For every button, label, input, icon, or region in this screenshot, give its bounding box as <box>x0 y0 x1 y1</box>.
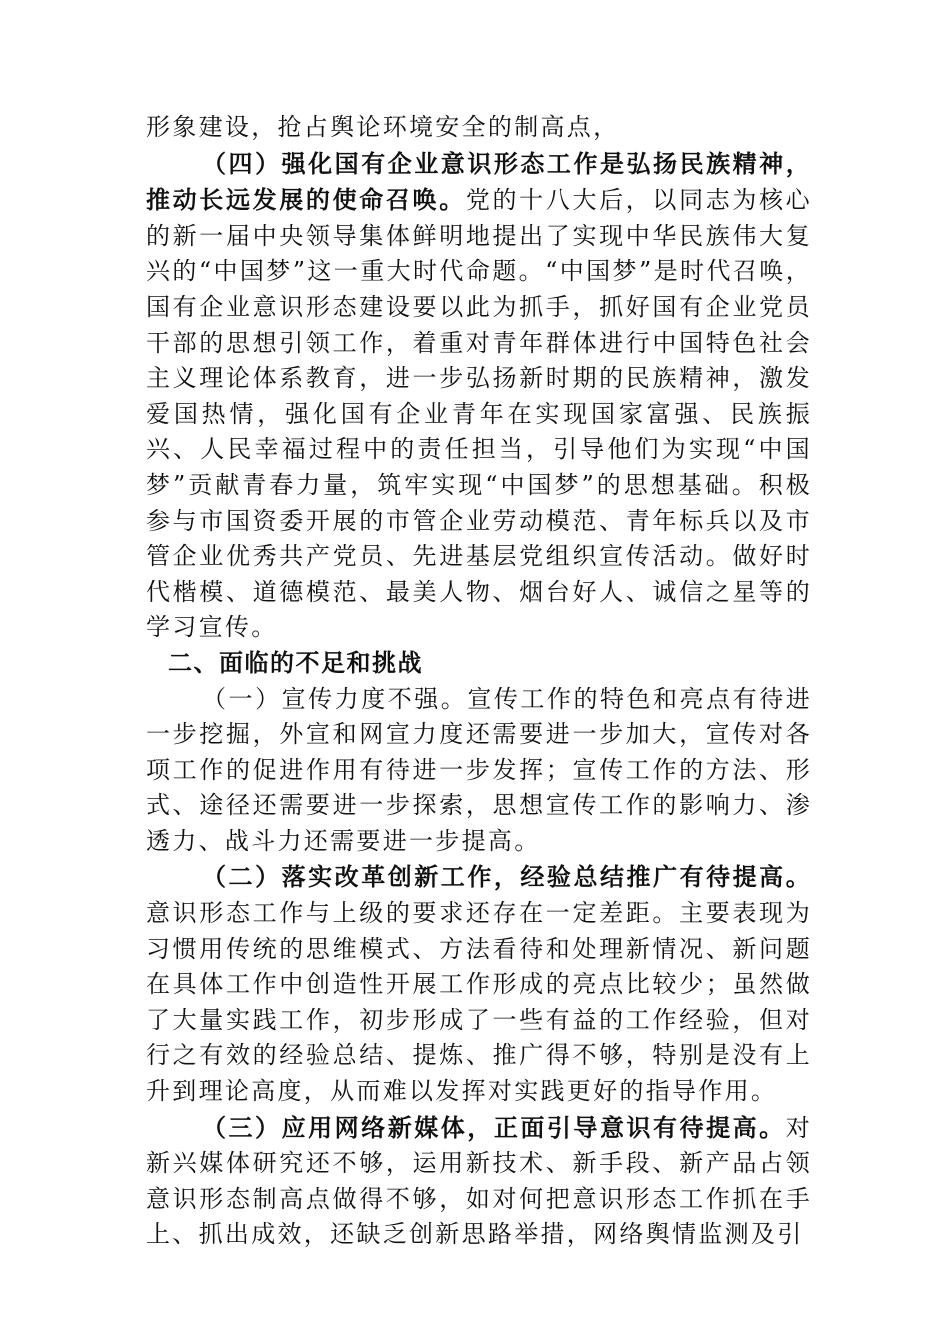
paragraph-lead: （三）应用网络新媒体，正面引导意识有待提高。 <box>202 1112 786 1142</box>
paragraph-item-3 <box>146 1110 812 1253</box>
paragraph-text: 形象建设，抢占舆论环境安全的制高点， <box>146 113 620 141</box>
paragraph-text: 党的十八大后，以同志为核心的新一届中央领导集体鲜明地提出了实现中华民族伟大复兴的“中国梦”这一重大时代命题。“中国梦”是时代召唤，国有企业意识形态建设要以此为抓手，抓好国有企业党员干部的思想引领工作，着重对青年群体进行中国特色社会主义理论体系教育，进一步弘扬新时期的民族精神，激发爱国热情，强化国有企业青年在实现国家富强、民族振兴、人民幸福过程中的责任担当，引导他们为实现“中国梦”贡献青春力量，筑牢实现“中国梦”的思想基础。积极参与市国资委开展的市管企业劳动模范、青年标兵以及市管企业优秀共产党员、先进基层党组织宣传活动。做好时代楷模、道德模范、最美人物、烟台好人、诚信之星等的学习宣传。 <box>146 186 812 642</box>
paragraph-section-4 <box>146 146 812 646</box>
document-body <box>146 110 812 1253</box>
paragraph-continuation <box>146 110 812 146</box>
paragraph-item-2 <box>146 859 812 1109</box>
paragraph-lead: （四）强化国有企业意识形态工作是弘扬民族精神，推动长远发展的使命召唤。 <box>146 148 812 215</box>
section-heading: 二、面临的不足和挑战 <box>168 648 423 677</box>
paragraph-text: 对新兴媒体研究还不够，运用新技术、新手段、新产品占领意识形态制高点做得不够，如对何把意识形态工作抓在手上、抓出成效，还缺乏创新思路举措，网络舆情监测及引 <box>146 1113 812 1249</box>
paragraph-text: （一）宣传力度不强。宣传工作的特色和亮点有待进一步挖掘，外宣和网宣力度还需要进一步加大，宣传对各项工作的促进作用有待进一步发挥；宣传工作的方法、形式、途径还需要进一步探索，思想宣传工作的影响力、渗透力、战斗力还需要进一步提高。 <box>146 684 812 855</box>
paragraph-text: 意识形态工作与上级的要求还存在一定差距。主要表现为习惯用传统的思维模式、方法看待和处理新情况、新问题在具体工作中创造性开展工作形成的亮点比较少；虽然做了大量实践工作，初步形成了一些有益的工作经验，但对行之有效的经验总结、提炼、推广得不够，特别是没有上升到理论高度，从而难以发挥对实践更好的指导作用。 <box>146 899 812 1106</box>
paragraph-item-1 <box>146 682 812 860</box>
paragraph-lead: （二）落实改革创新工作，经验总结推广有待提高。 <box>202 862 812 892</box>
